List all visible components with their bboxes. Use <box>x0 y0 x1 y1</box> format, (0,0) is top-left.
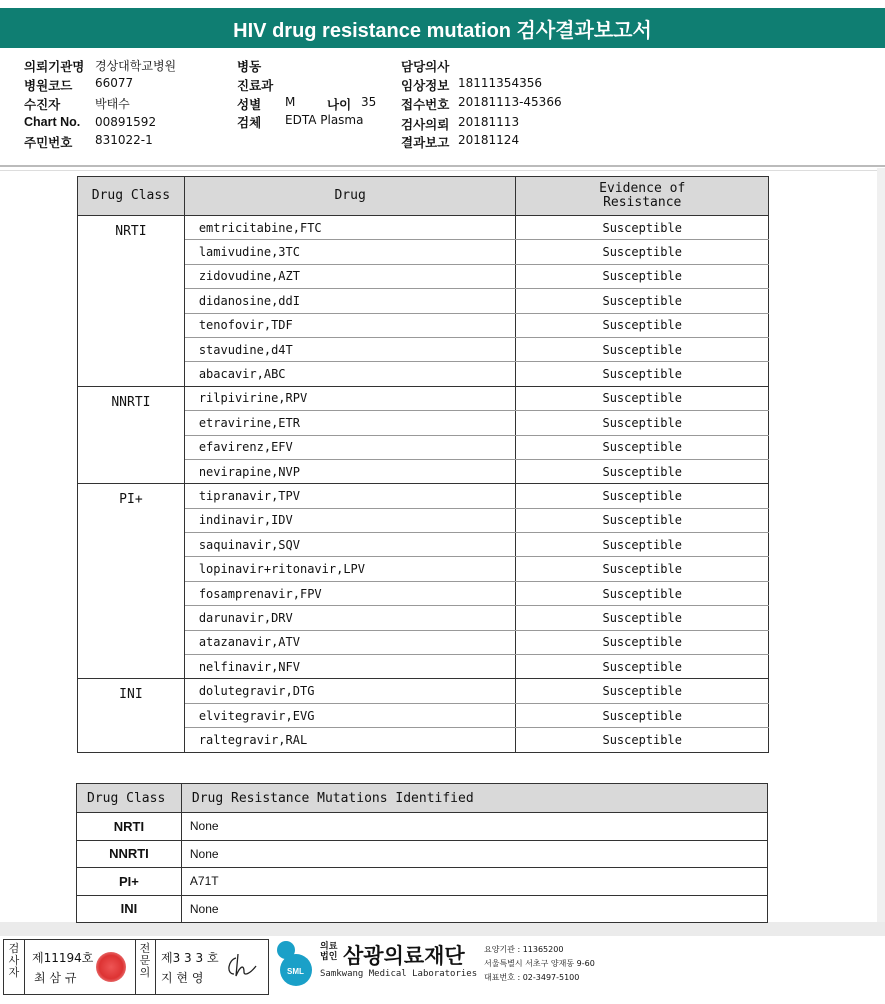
resistance-result-cell: Susceptible <box>516 459 769 483</box>
sig-divider-3 <box>155 940 156 994</box>
specialist-label: 전문의 <box>139 942 151 979</box>
drug-cell: dolutegravir,DTG <box>184 679 516 703</box>
drug-cell: lamivudine,3TC <box>184 240 516 264</box>
drug-cell: efavirenz,EFV <box>184 435 516 459</box>
drug-class-cell: INI <box>78 679 185 752</box>
drug-class-cell: PI+ <box>78 484 185 679</box>
resistance-result-cell: Susceptible <box>516 313 769 337</box>
contact-phone: 대표번호 : 02-3497-5100 <box>484 973 580 982</box>
table-row <box>78 679 769 703</box>
sml-logo-icon <box>272 940 316 988</box>
sig-divider <box>24 940 25 994</box>
info-value: 20181124 <box>458 133 520 147</box>
drug-cell: darunavir,DRV <box>184 606 516 630</box>
info-label: 임상정보 <box>401 79 450 93</box>
drug-cell: nelfinavir,NFV <box>184 655 516 679</box>
mutation-table <box>76 783 768 923</box>
sig-divider-2 <box>135 940 136 994</box>
drug-cell: atazanavir,ATV <box>184 630 516 654</box>
table-row <box>77 840 768 868</box>
drug-cell: emtricitabine,FTC <box>184 216 516 240</box>
tester-label: 검사자 <box>8 942 20 979</box>
info-value: 박태수 <box>95 97 130 111</box>
info-value: 경상대학교병원 <box>95 59 177 73</box>
mutation-drug-class-cell: NRTI <box>77 813 182 841</box>
drug-cell: nevirapine,NVP <box>184 459 516 483</box>
mut-header-drug-class: Drug Class <box>77 784 182 813</box>
specialist-id: 제3 3 3 호 <box>161 951 219 965</box>
info-value: 831022-1 <box>95 133 153 147</box>
header-evidence-line2: Resistance <box>603 195 682 210</box>
info-label: 검사의뢰 <box>401 118 450 132</box>
header-divider <box>0 165 885 167</box>
drug-class-cell: NNRTI <box>78 386 185 484</box>
header-evidence-line1: Evidence of <box>599 181 686 196</box>
specialist-signature <box>224 952 260 980</box>
age-label: 나이 <box>327 98 352 112</box>
patient-info <box>0 54 885 164</box>
mut-header-mutations: Drug Resistance Mutations Identified <box>181 784 767 813</box>
info-label: Chart No. <box>24 115 81 129</box>
org-name: 삼광의료재단 <box>343 945 465 968</box>
page-bottom-band <box>0 922 885 936</box>
signature-box <box>3 939 269 995</box>
sex-label: 성별 <box>237 98 262 112</box>
info-value: 66077 <box>95 76 134 90</box>
drug-cell: tipranavir,TPV <box>184 484 516 508</box>
drug-cell: abacavir,ABC <box>184 362 516 386</box>
info-value: 00891592 <box>95 115 157 129</box>
table-row <box>78 216 769 240</box>
info-label: 접수번호 <box>401 98 450 112</box>
mutation-drug-class-cell: NNRTI <box>77 840 182 868</box>
mutation-cell: None <box>181 840 767 868</box>
resistance-result-cell: Susceptible <box>516 289 769 313</box>
mutation-cell: A71T <box>181 868 767 896</box>
resistance-result-cell: Susceptible <box>516 386 769 410</box>
info-label: 의뢰기관명 <box>24 60 85 74</box>
resistance-result-cell: Susceptible <box>516 533 769 557</box>
drug-cell: tenofovir,TDF <box>184 313 516 337</box>
info-label: 주민번호 <box>24 136 73 150</box>
mutation-drug-class-cell: INI <box>77 895 182 923</box>
contact-address: 서울특별시 서초구 양재동 9-60 <box>484 959 595 968</box>
table-row <box>77 868 768 896</box>
resistance-result-cell: Susceptible <box>516 337 769 361</box>
resistance-result-cell: Susceptible <box>516 703 769 727</box>
dept-label: 진료과 <box>237 79 274 93</box>
drug-cell: etravirine,ETR <box>184 411 516 435</box>
contact-code: 요양기관 : 11365200 <box>484 945 564 954</box>
resistance-result-cell: Susceptible <box>516 362 769 386</box>
table-row <box>77 813 768 841</box>
resistance-result-cell: Susceptible <box>516 264 769 288</box>
report-title: HIV drug resistance mutation 검사결과보고서 <box>0 8 885 48</box>
resistance-result-cell: Susceptible <box>516 581 769 605</box>
mutation-cell: None <box>181 813 767 841</box>
resistance-result-cell: Susceptible <box>516 411 769 435</box>
drug-class-cell: NRTI <box>78 216 185 387</box>
resistance-result-cell: Susceptible <box>516 679 769 703</box>
drug-cell: rilpivirine,RPV <box>184 386 516 410</box>
scrollbar-track[interactable] <box>877 168 885 923</box>
drug-cell: stavudine,d4T <box>184 337 516 361</box>
ward-label: 병동 <box>237 60 262 74</box>
info-value: 20181113-45366 <box>458 95 562 109</box>
tester-name: 최 삼 규 <box>34 971 77 985</box>
resistance-result-cell: Susceptible <box>516 508 769 532</box>
info-value: 18111354356 <box>458 76 542 90</box>
resistance-result-cell: Susceptible <box>516 435 769 459</box>
specialist-name: 지 현 영 <box>161 971 204 985</box>
tester-id: 제11194호 <box>32 951 94 965</box>
header-evidence <box>516 177 769 216</box>
info-value: 20181113 <box>458 115 520 129</box>
info-label: 결과보고 <box>401 136 450 150</box>
table-row <box>78 484 769 508</box>
logo-text: SML <box>287 967 304 976</box>
org-english: Samkwang Medical Laboratories <box>320 969 478 979</box>
specimen-label: 검체 <box>237 116 262 130</box>
info-label: 병원코드 <box>24 79 73 93</box>
info-label: 담당의사 <box>401 60 450 74</box>
mutation-cell: None <box>181 895 767 923</box>
drug-cell: fosamprenavir,FPV <box>184 581 516 605</box>
table-row <box>78 386 769 410</box>
sex-value: M <box>285 95 296 109</box>
drug-cell: didanosine,ddI <box>184 289 516 313</box>
drug-cell: raltegravir,RAL <box>184 728 516 752</box>
drug-cell: saquinavir,SQV <box>184 533 516 557</box>
org-prefix-1: 의료 <box>320 942 338 952</box>
org-prefix <box>320 942 337 962</box>
mutation-drug-class-cell: PI+ <box>77 868 182 896</box>
resistance-result-cell: Susceptible <box>516 630 769 654</box>
drug-cell: zidovudine,AZT <box>184 264 516 288</box>
resistance-result-cell: Susceptible <box>516 484 769 508</box>
resistance-result-cell: Susceptible <box>516 557 769 581</box>
header-drug-class: Drug Class <box>78 177 185 216</box>
drug-cell: lopinavir+ritonavir,LPV <box>184 557 516 581</box>
specimen-value: EDTA Plasma <box>285 113 364 127</box>
resistance-result-cell: Susceptible <box>516 216 769 240</box>
resistance-result-cell: Susceptible <box>516 240 769 264</box>
resistance-table <box>77 176 769 753</box>
drug-cell: indinavir,IDV <box>184 508 516 532</box>
resistance-result-cell: Susceptible <box>516 606 769 630</box>
resistance-result-cell: Susceptible <box>516 728 769 752</box>
header-drug: Drug <box>184 177 516 216</box>
age-value: 35 <box>361 95 377 109</box>
resistance-result-cell: Susceptible <box>516 655 769 679</box>
info-label: 수진자 <box>24 98 61 112</box>
org-prefix-2: 법인 <box>320 952 338 962</box>
table-row <box>77 895 768 923</box>
drug-cell: elvitegravir,EVG <box>184 703 516 727</box>
header-divider-light <box>0 170 885 171</box>
tester-seal <box>96 952 126 982</box>
